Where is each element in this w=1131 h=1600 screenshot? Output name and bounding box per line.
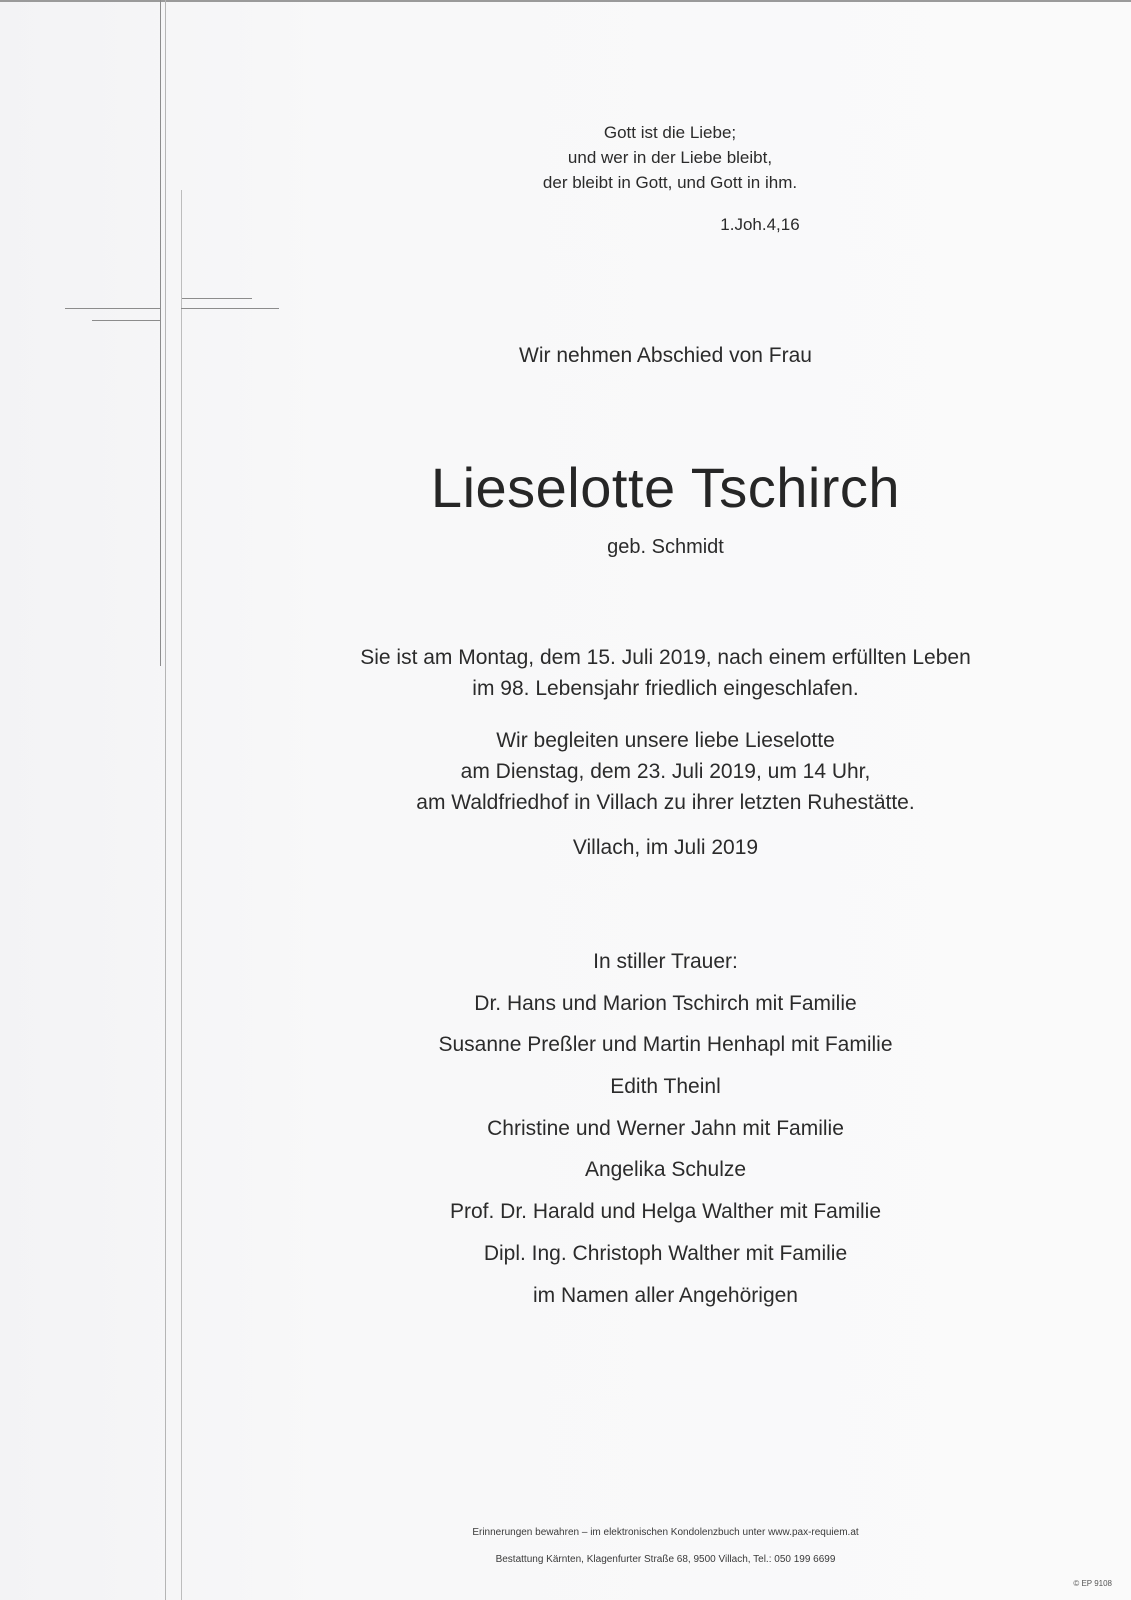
place-and-date: Villach, im Juli 2019 [572,836,759,859]
cross-horizontal-line-right [181,308,279,309]
death-notice [200,642,1131,704]
mourner-entry: Susanne Preßler und Martin Henhapl mit Familie [438,1033,893,1057]
cross-vertical-line [160,0,161,666]
verse-line: der bleibt in Gott, und Gott in ihm. [542,173,798,192]
mourner-entry: Dr. Hans und Marion Tschirch mit Familie [474,991,857,1015]
mourners-closing: im Namen aller Angehörigen [533,1283,798,1307]
print-code: © EP 9108 [1073,1579,1112,1588]
cross-horizontal-line-upper [182,298,252,299]
cross-vertical-line-inner [181,190,182,1600]
funeral-notice-line: am Waldfriedhof in Villach zu ihrer letzten Ruhestätte. [416,791,915,814]
death-notice-line: Sie ist am Montag, dem 15. Juli 2019, nach einem erfüllten Leben [360,646,971,669]
bible-verse [420,120,920,195]
cross-horizontal-line-left [65,308,160,309]
maiden-name: geb. Schmidt [607,536,724,558]
frame-vertical-line [165,0,166,1600]
funeral-home-info: Bestattung Kärnten, Klagenfurter Straße 68, 9500 Villach, Tel.: 050 199 6699 [495,1554,836,1565]
page-top-edge [0,0,1131,2]
mourner-entry: Prof. Dr. Harald und Helga Walther mit Familie [449,1200,882,1224]
verse-reference: 1.Joh.4,16 [720,215,800,234]
funeral-notice-line: Wir begleiten unsere liebe Lieselotte [496,729,835,752]
mourner-entry: Dipl. Ing. Christoph Walther mit Familie [483,1241,848,1265]
death-notice-line: im 98. Lebensjahr friedlich eingeschlafen. [472,677,859,700]
farewell-intro: Wir nehmen Abschied von Frau [519,344,812,367]
mourner-entry: Angelika Schulze [584,1158,747,1182]
mourner-entry: Christine und Werner Jahn mit Familie [487,1116,844,1140]
mourners-list [200,947,1131,1322]
mourners-heading: In stiller Trauer: [593,950,738,973]
mourner-entry: Edith Theinl [610,1075,721,1099]
funeral-notice [200,725,1131,818]
deceased-name: Lieselotte Tschirch [430,456,901,519]
funeral-notice-line: am Dienstag, dem 23. Juli 2019, um 14 Uhr, [460,760,871,783]
verse-line: Gott ist die Liebe; [603,123,737,142]
cross-horizontal-line-lower [92,320,160,321]
verse-line: und wer in der Liebe bleibt, [567,148,773,167]
condolence-note: Erinnerungen bewahren – im elektronischen Kondolenzbuch unter www.pax-requiem.at [472,1527,859,1538]
